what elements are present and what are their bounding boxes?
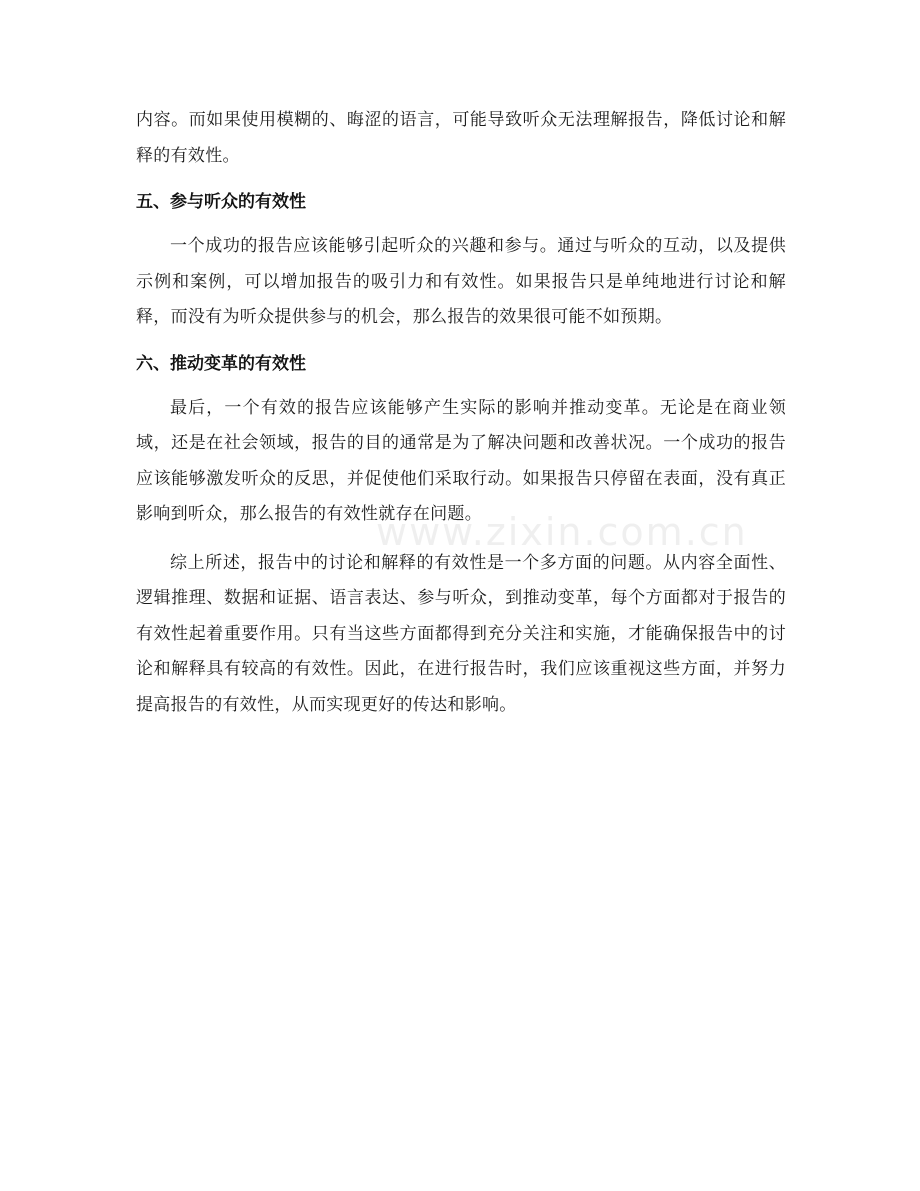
watermark-logo: www.zixin.com.cn: [376, 510, 748, 554]
section-5-paragraph: 一个成功的报告应该能够引起听众的兴趣和参与。通过与听众的互动，以及提供示例和案例，可以增加报告的吸引力和有效性。如果报告只是单纯地进行讨论和解释，而没有为听众提供参与的机会，那么报告的效果很可能不如预期。: [136, 236, 786, 327]
section-5-heading: 五、参与听众的有效性: [136, 192, 306, 212]
document-page: [136, 103, 786, 723]
section-6-heading: 六、推动变革的有效性: [136, 353, 306, 374]
section-6-paragraph: 最后，一个有效的报告应该能够产生实际的影响并推动变革。无论是在商业领域，还是在社会领域，报告的目的通常是为了解决问题和改善状况。一个成功的报告应该能够激发听众的反思，并促使他们采取行动。如果报告只停留在表面，没有真正影响到听众，那么报告的有效性就存在问题。: [136, 397, 786, 524]
conclusion-paragraph: 综上所述，报告中的讨论和解释的有效性是一个多方面的问题。从内容全面性、逻辑推理、数据和证据、语言表达、参与听众，到推动变革，每个方面都对于报告的有效性起着重要作用。只有当这些方面都得到充分关注和实施，才能确保报告中的讨论和解释具有较高的有效性。因此，在进行报告时，我们应该重视这些方面，并努力提高报告的有效性，从而实现更好的传达和影响。: [136, 552, 786, 715]
intro-paragraph: 内容。而如果使用模糊的、晦涩的语言，可能导致听众无法理解报告，降低讨论和解释的有效性。: [136, 110, 786, 166]
